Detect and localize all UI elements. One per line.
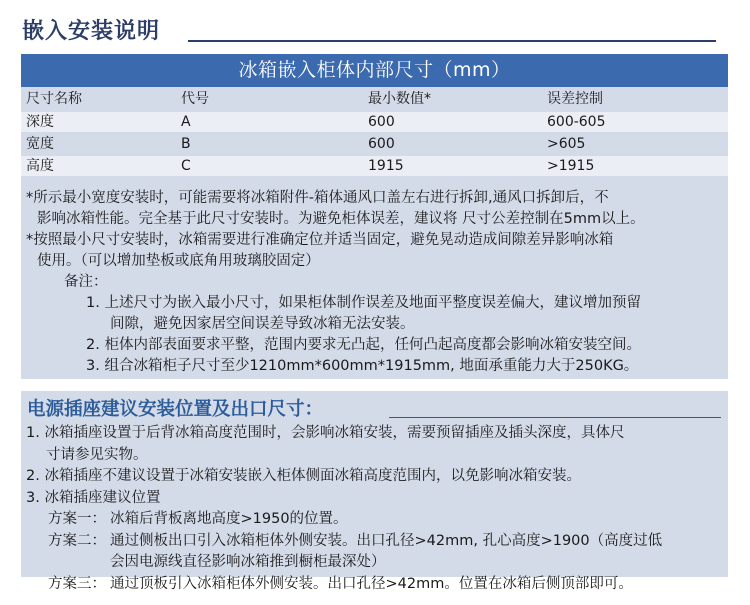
table-cell: 600: [368, 136, 395, 152]
power-socket-panel: [21, 391, 728, 592]
section-title: 电源插座建议安装位置及出口尺寸：: [27, 399, 324, 420]
column-header: 代号: [181, 91, 209, 107]
plan-label: 方案二：: [48, 532, 106, 549]
table-row: [21, 112, 728, 132]
remark-item: 间隙，避免因家居空间误差导致冰箱无法安装。: [110, 316, 415, 332]
table-cell: 600-605: [547, 114, 606, 130]
list-item: 寸请参见实物。: [46, 446, 148, 463]
column-header: 最小数值*: [368, 91, 431, 107]
plan-item: [26, 509, 726, 531]
list-item: 2. 冰箱插座不建议设置于冰箱安装嵌入柜体侧面冰箱高度范围内，以免影响冰箱安装。: [26, 468, 581, 484]
plan-text: 通过侧板出口引入冰箱柜体外侧安装。出口孔径>42mm, 孔心高度>1900（高度过低: [110, 532, 663, 549]
table-cell: >1915: [547, 158, 595, 174]
plan-label: 方案三：: [48, 575, 106, 592]
table-cell: 宽度: [26, 136, 54, 152]
remark-item: 2. 柜体内部表面要求平整，范围内要求无凸起，任何凸起高度都会影响冰箱安装空间。: [86, 337, 641, 353]
note-text: *所示最小宽度安装时，可能需要将冰箱附件-箱体通风口盖左右进行拆卸,通风口拆卸后，不: [26, 190, 609, 206]
remark-item: 1. 上述尺寸为嵌入最小尺寸，如果柜体制作误差及地面平整度误差偏大，建议增加预留: [86, 295, 641, 311]
note-text: 使用。（可以增加垫板或底角用玻璃胶固定）: [37, 253, 320, 269]
table-header-row: [21, 89, 728, 109]
column-header: 尺寸名称: [26, 91, 82, 107]
table-title: 冰箱嵌入柜体内部尺寸（mm）: [21, 54, 728, 87]
note-text: 影响冰箱性能。完全基于此尺寸安装时。为避免柜体误差，建议将 尺寸公差控制在5mm以上。: [37, 211, 645, 227]
table-cell: >605: [547, 136, 586, 152]
title-divider: [188, 40, 716, 42]
table-cell: 600: [368, 114, 395, 130]
table-row: [21, 134, 728, 154]
column-header: 误差控制: [547, 91, 603, 107]
remark-item: 3. 组合冰箱柜子尺寸至少1210mm*600mm*1915mm, 地面承重能力大于250KG。: [86, 358, 639, 374]
page-title: 嵌入安装说明: [22, 19, 161, 44]
remark-label: 备注：: [64, 274, 108, 290]
plan-text: 会因电源线直径影响冰箱推到橱柜最深处）: [110, 554, 386, 570]
section-divider: [389, 417, 721, 418]
dimensions-panel: [21, 54, 728, 379]
power-socket-list: [26, 423, 726, 595]
plan-item: [26, 574, 726, 596]
plan-item: [26, 531, 726, 553]
table-cell: 深度: [26, 114, 54, 130]
table-row: [21, 156, 728, 176]
list-item: 3. 冰箱插座建议位置: [26, 489, 161, 506]
plan-text: 冰箱后背板离地高度>1950的位置。: [110, 511, 348, 527]
table-cell: B: [181, 136, 191, 152]
plan-text: 通过顶板引入冰箱柜体外侧安装。出口孔径>42mm。位置在冰箱后侧顶部即可。: [110, 575, 633, 592]
table-cell: 高度: [26, 158, 54, 174]
table-cell: A: [181, 114, 191, 130]
note-text: *按照最小尺寸安装时，冰箱需要进行准确定位并适当固定，避免晃动造成间隙差异影响冰箱: [26, 232, 614, 248]
plan-label: 方案一：: [48, 511, 106, 527]
table-cell: 1915: [368, 158, 404, 174]
table-cell: C: [181, 158, 191, 174]
installation-notes: [26, 188, 726, 377]
list-item: 1. 冰箱插座设置于后背冰箱高度范围时，会影响冰箱安装，需要预留插座及插头深度，具体尺: [26, 425, 625, 441]
